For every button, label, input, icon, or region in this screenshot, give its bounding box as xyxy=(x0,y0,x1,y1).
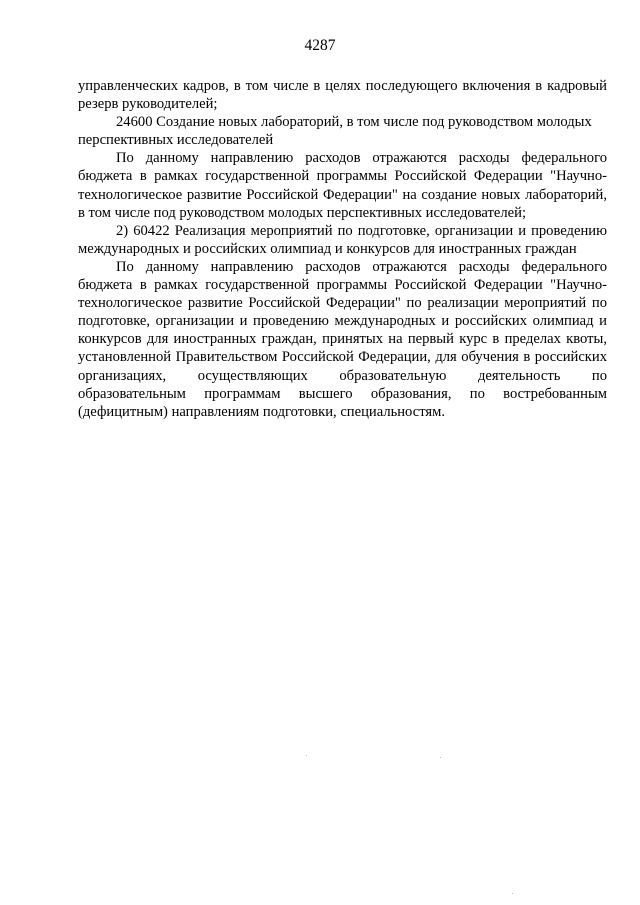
paragraph-heading-24600: 24600 Создание новых лабораторий, в том числе под руководством молодых перспективных исследователей xyxy=(78,114,592,149)
document-body xyxy=(78,77,607,421)
page-number: 4287 xyxy=(304,37,336,54)
paragraph-body-60422: По данному направлению расходов отражаются расходы федерального бюджета в рамках государственной программы Российской Федерации "Научно-технологическое развитие Российской Федерации" по реализации мероприятий по подготовке, организации и проведению международных и российских олимпиад и конкурсов для иностранных граждан, принятых на первый курс в пределах квоты, установленной Правительством Российской Федерации, для обучения в российских организациях, осуществляющих образовательную деятельность по образовательным программам высшего образования, по востребованным (дефицитным) направлениям подготовки, специальностям. xyxy=(78,258,607,420)
paragraph-body-24600: По данному направлению расходов отражаются расходы федерального бюджета в рамках государственной программы Российской Федерации "Научно-технологическое развитие Российской Федерации" на создание новых лабораторий, в том числе под руководством молодых перспективных исследователей; xyxy=(78,150,607,221)
scan-speck xyxy=(306,755,307,756)
paragraph-heading-60422: 2) 60422 Реализация мероприятий по подготовке, организации и проведению международных и российских олимпиад и конкурсов для иностранных граждан xyxy=(78,222,607,257)
scan-speck xyxy=(440,757,441,758)
scan-speck xyxy=(512,893,513,894)
paragraph-continuation: управленческих кадров, в том числе в целях последующего включения в кадровый резерв руководителей; xyxy=(78,78,607,113)
